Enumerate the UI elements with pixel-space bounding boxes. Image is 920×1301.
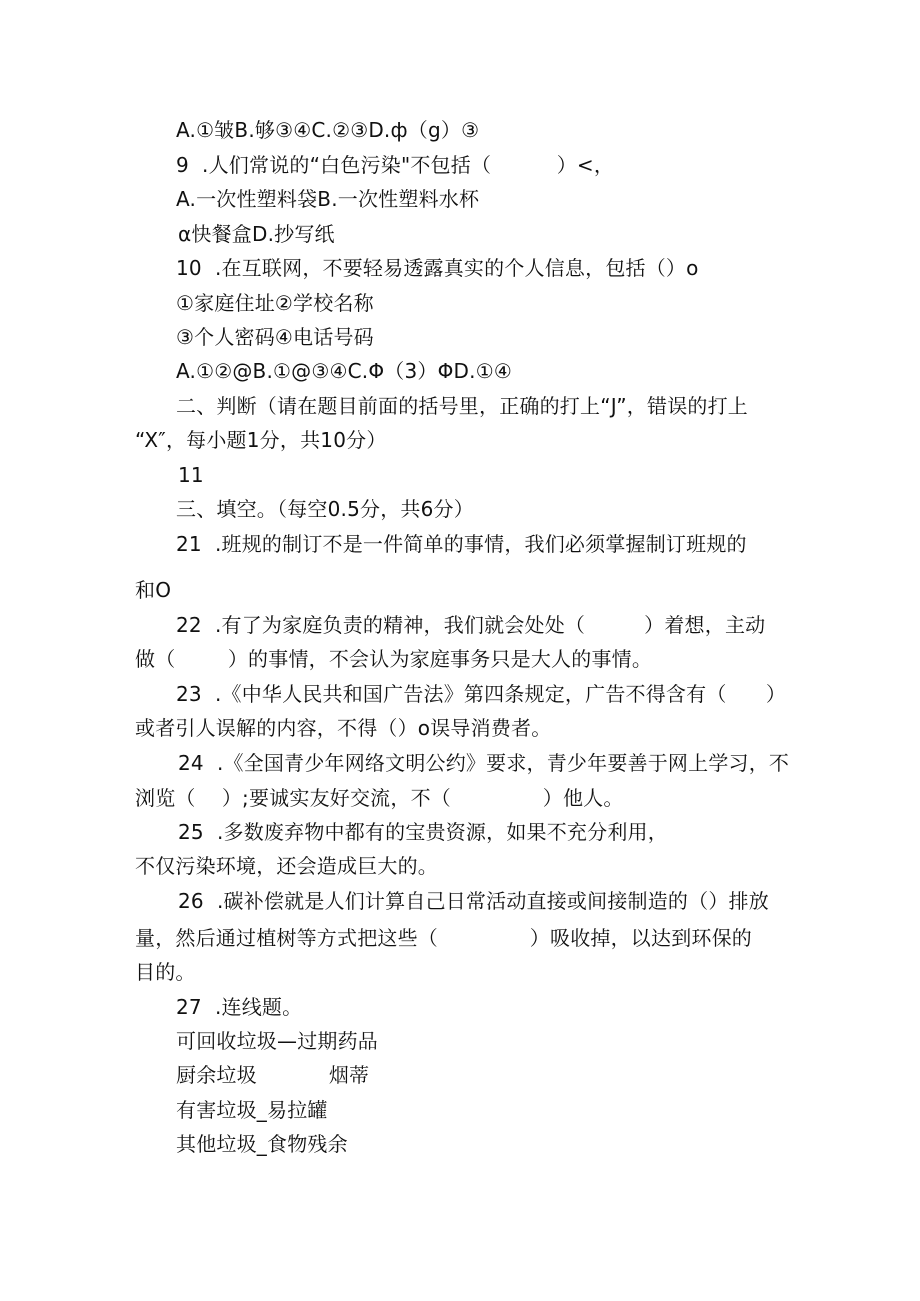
question-9-options-cd: α快餐盒D.抄写纸 (178, 222, 335, 246)
question-10-items-2: ③个人密码④电话号码 (176, 325, 374, 349)
question-22: 22 .有了为家庭负责的精神，我们就会处处（ ）着想，主动 (176, 613, 766, 637)
question-10-stem: 10 .在互联网，不要轻易透露真实的个人信息，包括（）o (176, 256, 699, 280)
question-27: 27 .连线题。 (176, 995, 303, 1019)
section-2-heading: 二、判断（请在题目前面的括号里，正确的打上“J”，错误的打上 (176, 394, 749, 418)
matching-row-1: 可回收垃圾—过期药品 (176, 1029, 378, 1053)
question-23-cont: 或者引人误解的内容，不得（）o误导消费者。 (135, 716, 552, 740)
section-3-heading: 三、填空。（每空0.5分，共6分） (176, 497, 474, 521)
question-25-cont: 不仅污染环境，还会造成巨大的。 (135, 854, 438, 878)
question-26-cont: 量，然后通过植树等方式把这些（ ）吸收掉，以达到环保的 (135, 926, 753, 950)
question-11: 11 (178, 463, 204, 487)
question-26-cont-2: 目的。 (135, 960, 196, 984)
section-2-heading-cont: “X″，每小题1分，共10分） (135, 428, 387, 452)
question-24-cont: 浏览（ ）;要诚实友好交流，不（ ）他人。 (135, 786, 624, 810)
question-9-stem: 9 .人们常说的“白色污染"不包括（ ）<， (176, 153, 615, 177)
question-26: 26 .碳补偿就是人们计算自己日常活动直接或间接制造的（）排放 (178, 889, 769, 913)
question-21-cont: 和O (135, 578, 172, 602)
question-10-items-1: ①家庭住址②学校名称 (176, 291, 374, 315)
matching-row-2: 厨余垃圾 烟蒂 (176, 1063, 370, 1087)
question-22-cont: 做（ ）的事情，不会认为家庭事务只是大人的事情。 (135, 647, 653, 671)
question-10-options: A.①②@B.①@③④C.Φ（3）ΦD.①④ (176, 359, 512, 383)
question-23: 23 .《中华人民共和国广告法》第四条规定，广告不得含有（ ） (176, 682, 787, 706)
matching-row-4: 其他垃圾_食物残余 (176, 1132, 348, 1156)
matching-row-3: 有害垃圾_易拉罐 (176, 1098, 328, 1122)
question-21: 21 .班规的制订不是一件简单的事情，我们必须掌握制订班规的 (176, 532, 747, 556)
question-8-options: A.①皱B.够③④C.②③D.ф（g）③ (176, 118, 480, 142)
question-24: 24 .《全国青少年网络文明公约》要求，青少年要善于网上学习，不 (178, 751, 790, 775)
question-25: 25 .多数废弃物中都有的宝贵资源，如果不充分利用， (178, 820, 668, 844)
question-9-options-ab: A.一次性塑料袋B.一次性塑料水杯 (176, 187, 480, 211)
